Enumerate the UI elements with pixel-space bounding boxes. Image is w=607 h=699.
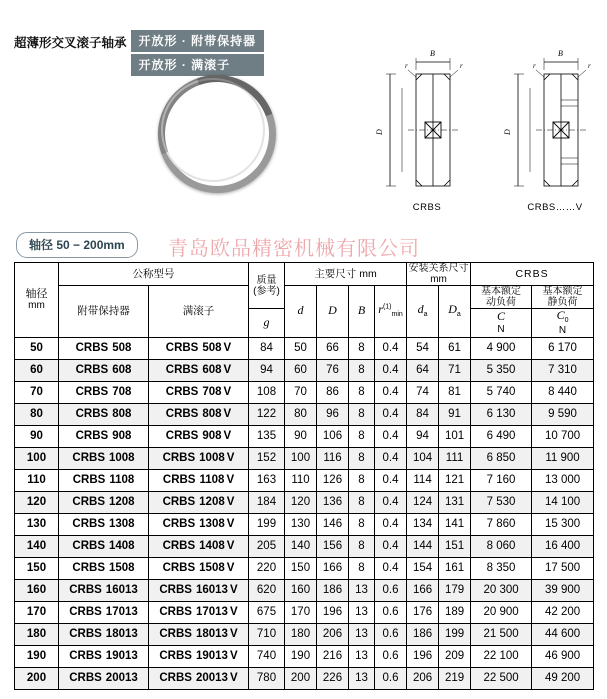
cell-da: 64 [407, 359, 439, 381]
th-static-load: 基本额定 静负荷 [532, 286, 594, 309]
bearing-ring-shading [139, 56, 296, 213]
spec-table [14, 262, 594, 690]
cell-dynamic-load: 4 900 [471, 337, 532, 359]
table-row[interactable] [15, 447, 594, 469]
cell-Da: 219 [439, 667, 471, 689]
cell-d: 150 [285, 557, 317, 579]
cell-Da: 209 [439, 645, 471, 667]
cell-da: 186 [407, 623, 439, 645]
cell-d: 120 [285, 491, 317, 513]
cell-r-min: 0.4 [375, 403, 407, 425]
drawing-crbs [372, 40, 482, 225]
cell-B: 8 [349, 337, 375, 359]
cell-da: 166 [407, 579, 439, 601]
cell-D: 126 [317, 469, 349, 491]
cell-dynamic-load: 20 300 [471, 579, 532, 601]
cell-model-full-roller: CRBS 20013 V [149, 667, 249, 689]
cell-static-load: 10 700 [532, 425, 594, 447]
cell-model-full-roller: CRBS 808 V [149, 403, 249, 425]
cell-static-load: 8 440 [532, 381, 594, 403]
svg-text:r: r [533, 62, 536, 70]
th-da [407, 286, 439, 338]
cell-da: 74 [407, 381, 439, 403]
cell-Da: 199 [439, 623, 471, 645]
cell-r-min: 0.6 [375, 579, 407, 601]
cell-model-full-roller: CRBS 508 V [149, 337, 249, 359]
cell-static-load: 17 500 [532, 557, 594, 579]
cell-static-load: 46 900 [532, 645, 594, 667]
cell-r-min: 0.4 [375, 469, 407, 491]
table-row[interactable] [15, 601, 594, 623]
th-main-dims-group: 主要尺寸 mm [285, 263, 407, 286]
bearing-photo [155, 72, 273, 188]
th-mass-unit-sym: g [263, 314, 270, 329]
cell-da: 84 [407, 403, 439, 425]
table-row[interactable] [15, 469, 594, 491]
cell-B: 8 [349, 403, 375, 425]
cell-axis: 170 [15, 601, 59, 623]
cell-static-load: 44 600 [532, 623, 594, 645]
cell-mass: 199 [249, 513, 285, 535]
page-title: 超薄形交叉滚子轴承 [14, 36, 127, 50]
cell-static-load: 13 000 [532, 469, 594, 491]
cell-B: 8 [349, 491, 375, 513]
page-header [0, 0, 607, 232]
cell-axis: 50 [15, 337, 59, 359]
th-da-sub: a [423, 311, 428, 319]
cell-d: 110 [285, 469, 317, 491]
cell-model-with-cage: CRBS 1208 [59, 491, 149, 513]
th-dynamic-load: 基本额定 动负荷 [471, 286, 532, 309]
th-with-cage: 附带保持器 [59, 286, 149, 338]
cell-d: 60 [285, 359, 317, 381]
cell-r-min: 0.4 [375, 425, 407, 447]
cell-model-with-cage: CRBS 608 [59, 359, 149, 381]
cell-D: 206 [317, 623, 349, 645]
cell-D: 86 [317, 381, 349, 403]
badge-open-with-cage: 开放形 · 附带保持器 [131, 30, 265, 52]
svg-text:r: r [588, 62, 591, 70]
cell-model-with-cage: CRBS 17013 [59, 601, 149, 623]
cell-model-with-cage: CRBS 908 [59, 425, 149, 447]
cell-model-full-roller: CRBS 1508 V [149, 557, 249, 579]
table-row[interactable] [15, 425, 594, 447]
th-r-sym: r [378, 302, 383, 317]
cell-axis: 110 [15, 469, 59, 491]
cell-D: 196 [317, 601, 349, 623]
table-row[interactable] [15, 381, 594, 403]
cell-model-with-cage: CRBS 16013 [59, 579, 149, 601]
cell-da: 54 [407, 337, 439, 359]
th-mount-dims-group: 安装关系尺寸 mm [408, 263, 469, 285]
th-r-sub: min [391, 311, 403, 319]
table-row[interactable] [15, 579, 594, 601]
cell-model-full-roller: CRBS 18013 V [149, 623, 249, 645]
cell-da: 206 [407, 667, 439, 689]
th-r-sup: (1) [382, 303, 392, 311]
cell-axis: 100 [15, 447, 59, 469]
cell-mass: 84 [249, 337, 285, 359]
shaft-diameter-range: 轴径 50 − 200mm [16, 232, 138, 258]
cell-da: 114 [407, 469, 439, 491]
cell-D: 156 [317, 535, 349, 557]
cell-static-load: 39 900 [532, 579, 594, 601]
th-B [349, 286, 375, 338]
th-C0 [532, 309, 594, 338]
th-d-sym: d [297, 303, 304, 318]
svg-text:D: D [375, 129, 384, 135]
cell-D: 216 [317, 645, 349, 667]
cell-static-load: 11 900 [532, 447, 594, 469]
cell-axis: 150 [15, 557, 59, 579]
th-Da [439, 286, 471, 338]
cell-model-with-cage: CRBS 1108 [59, 469, 149, 491]
drawing-crbs-v [500, 40, 607, 225]
cell-B: 8 [349, 513, 375, 535]
cell-dynamic-load: 22 500 [471, 667, 532, 689]
table-row[interactable] [15, 337, 594, 359]
cell-d: 100 [285, 447, 317, 469]
cell-model-with-cage: CRBS 18013 [59, 623, 149, 645]
cell-axis: 120 [15, 491, 59, 513]
table-row[interactable] [15, 535, 594, 557]
th-C0-unit: N [558, 325, 567, 337]
th-full-roller: 满滚子 [149, 286, 249, 338]
th-axis-unit: mm [28, 300, 45, 312]
table-row[interactable] [15, 557, 594, 579]
cell-r-min: 0.4 [375, 381, 407, 403]
cell-Da: 101 [439, 425, 471, 447]
cell-static-load: 9 590 [532, 403, 594, 425]
spec-table-body [15, 337, 594, 689]
cell-d: 160 [285, 579, 317, 601]
cell-r-min: 0.6 [375, 645, 407, 667]
spec-table-head [15, 263, 594, 338]
cell-dynamic-load: 5 740 [471, 381, 532, 403]
cell-mass: 205 [249, 535, 285, 557]
cell-axis: 140 [15, 535, 59, 557]
th-C0-sym: C [556, 308, 565, 322]
cell-axis: 130 [15, 513, 59, 535]
badge-open-full-roller: 开放形 · 满滚子 [131, 54, 265, 76]
cell-mass: 163 [249, 469, 285, 491]
cell-dynamic-load: 6 490 [471, 425, 532, 447]
cell-d: 190 [285, 645, 317, 667]
cell-dynamic-load: 7 860 [471, 513, 532, 535]
cell-mass: 675 [249, 601, 285, 623]
cell-axis: 70 [15, 381, 59, 403]
cell-d: 200 [285, 667, 317, 689]
cell-r-min: 0.4 [375, 337, 407, 359]
th-model-group: 公称型号 [59, 263, 249, 286]
spec-table-wrapper [14, 262, 593, 690]
th-C-unit: N [497, 323, 505, 335]
table-row[interactable] [15, 513, 594, 535]
cell-D: 186 [317, 579, 349, 601]
th-mass-group: 质量 (参考) [249, 263, 285, 309]
th-crbs-group: CRBS [471, 263, 594, 286]
svg-text:B: B [558, 49, 563, 58]
cell-B: 13 [349, 623, 375, 645]
cell-d: 90 [285, 425, 317, 447]
cell-r-min: 0.4 [375, 491, 407, 513]
cell-r-min: 0.4 [375, 513, 407, 535]
th-C [471, 309, 532, 338]
cell-dynamic-load: 22 100 [471, 645, 532, 667]
cell-axis: 60 [15, 359, 59, 381]
cell-d: 180 [285, 623, 317, 645]
cell-da: 134 [407, 513, 439, 535]
cell-B: 13 [349, 645, 375, 667]
cell-Da: 91 [439, 403, 471, 425]
cell-mass: 710 [249, 623, 285, 645]
cell-Da: 189 [439, 601, 471, 623]
cell-Da: 81 [439, 381, 471, 403]
cell-Da: 61 [439, 337, 471, 359]
cell-D: 66 [317, 337, 349, 359]
cell-model-with-cage: CRBS 20013 [59, 667, 149, 689]
cell-model-full-roller: CRBS 1108 V [149, 469, 249, 491]
cell-model-with-cage: CRBS 1408 [59, 535, 149, 557]
table-row[interactable] [15, 359, 594, 381]
title-row [14, 30, 264, 78]
cell-B: 8 [349, 381, 375, 403]
th-C0-wrap [532, 309, 593, 325]
drawing-crbs-caption: CRBS [412, 202, 442, 213]
th-da-sym: d [417, 302, 424, 317]
th-r-min [375, 286, 407, 338]
cell-static-load: 7 310 [532, 359, 594, 381]
cell-model-full-roller: CRBS 708 V [149, 381, 249, 403]
cell-D: 96 [317, 403, 349, 425]
cell-da: 104 [407, 447, 439, 469]
table-row[interactable] [15, 403, 594, 425]
cell-d: 170 [285, 601, 317, 623]
th-B-sym: B [357, 303, 366, 318]
cell-D: 226 [317, 667, 349, 689]
cell-static-load: 16 400 [532, 535, 594, 557]
th-mass-unit [249, 309, 285, 338]
cell-axis: 190 [15, 645, 59, 667]
cell-B: 8 [349, 469, 375, 491]
cell-static-load: 49 200 [532, 667, 594, 689]
cell-D: 106 [317, 425, 349, 447]
th-Da-sym: D [448, 302, 457, 317]
cell-mass: 740 [249, 645, 285, 667]
cell-model-full-roller: CRBS 17013 V [149, 601, 249, 623]
cell-model-with-cage: CRBS 19013 [59, 645, 149, 667]
cell-B: 8 [349, 359, 375, 381]
cell-da: 124 [407, 491, 439, 513]
cell-d: 130 [285, 513, 317, 535]
cell-mass: 184 [249, 491, 285, 513]
table-row[interactable] [15, 667, 594, 689]
cell-dynamic-load: 8 060 [471, 535, 532, 557]
cell-static-load: 6 170 [532, 337, 594, 359]
cell-Da: 141 [439, 513, 471, 535]
cell-B: 13 [349, 667, 375, 689]
cell-mass: 220 [249, 557, 285, 579]
cell-da: 154 [407, 557, 439, 579]
cell-B: 13 [349, 601, 375, 623]
cell-B: 8 [349, 535, 375, 557]
cell-da: 176 [407, 601, 439, 623]
cell-r-min: 0.4 [375, 535, 407, 557]
svg-text:D: D [503, 129, 512, 135]
cell-axis: 80 [15, 403, 59, 425]
cell-dynamic-load: 5 350 [471, 359, 532, 381]
cell-Da: 121 [439, 469, 471, 491]
cell-model-full-roller: CRBS 1408 V [149, 535, 249, 557]
cell-mass: 94 [249, 359, 285, 381]
cell-dynamic-load: 7 160 [471, 469, 532, 491]
cell-r-min: 0.4 [375, 557, 407, 579]
th-axis [15, 263, 59, 338]
cell-static-load: 14 100 [532, 491, 594, 513]
cell-r-min: 0.6 [375, 601, 407, 623]
table-row[interactable] [15, 623, 594, 645]
drawing-crbs-v-svg [500, 40, 607, 225]
cell-Da: 161 [439, 557, 471, 579]
cell-D: 136 [317, 491, 349, 513]
table-row[interactable] [15, 645, 594, 667]
cell-d: 50 [285, 337, 317, 359]
cell-da: 144 [407, 535, 439, 557]
cell-model-with-cage: CRBS 1008 [59, 447, 149, 469]
cell-D: 166 [317, 557, 349, 579]
cell-dynamic-load: 6 850 [471, 447, 532, 469]
cell-axis: 180 [15, 623, 59, 645]
cell-model-full-roller: CRBS 16013 V [149, 579, 249, 601]
cell-D: 76 [317, 359, 349, 381]
cell-Da: 179 [439, 579, 471, 601]
svg-text:B: B [430, 49, 435, 58]
cell-r-min: 0.6 [375, 667, 407, 689]
th-Da-sub: a [456, 311, 461, 319]
svg-text:r: r [405, 62, 408, 70]
cell-model-with-cage: CRBS 1308 [59, 513, 149, 535]
cell-static-load: 42 200 [532, 601, 594, 623]
cell-model-full-roller: CRBS 1008 V [149, 447, 249, 469]
cell-D: 116 [317, 447, 349, 469]
th-C-sym: C [497, 309, 506, 324]
svg-text:r: r [460, 62, 463, 70]
cell-B: 8 [349, 425, 375, 447]
cell-dynamic-load: 6 130 [471, 403, 532, 425]
cell-r-min: 0.4 [375, 447, 407, 469]
cell-mass: 122 [249, 403, 285, 425]
cell-da: 196 [407, 645, 439, 667]
cell-model-full-roller: CRBS 1308 V [149, 513, 249, 535]
cell-da: 94 [407, 425, 439, 447]
cell-Da: 111 [439, 447, 471, 469]
cell-model-with-cage: CRBS 1508 [59, 557, 149, 579]
cell-axis: 90 [15, 425, 59, 447]
cell-B: 8 [349, 557, 375, 579]
cell-model-with-cage: CRBS 508 [59, 337, 149, 359]
cell-D: 146 [317, 513, 349, 535]
cell-mass: 780 [249, 667, 285, 689]
watermark-text: 青岛欧品精密机械有限公司 [168, 238, 420, 260]
cell-model-with-cage: CRBS 708 [59, 381, 149, 403]
cell-Da: 131 [439, 491, 471, 513]
cell-dynamic-load: 8 350 [471, 557, 532, 579]
cell-axis: 160 [15, 579, 59, 601]
cell-r-min: 0.4 [375, 359, 407, 381]
table-row[interactable] [15, 491, 594, 513]
cell-B: 8 [349, 447, 375, 469]
th-d [285, 286, 317, 338]
cell-mass: 152 [249, 447, 285, 469]
drawing-crbs-svg [372, 40, 482, 225]
cell-dynamic-load: 7 530 [471, 491, 532, 513]
cell-model-full-roller: CRBS 608 V [149, 359, 249, 381]
cell-model-full-roller: CRBS 19013 V [149, 645, 249, 667]
cell-model-full-roller: CRBS 908 V [149, 425, 249, 447]
th-C0-sub: 0 [564, 317, 569, 325]
cell-d: 80 [285, 403, 317, 425]
cell-d: 70 [285, 381, 317, 403]
cell-axis: 200 [15, 667, 59, 689]
cell-Da: 71 [439, 359, 471, 381]
cell-mass: 108 [249, 381, 285, 403]
cell-model-full-roller: CRBS 1208 V [149, 491, 249, 513]
cell-static-load: 15 300 [532, 513, 594, 535]
title-badges [131, 30, 265, 78]
th-D-sym: D [328, 303, 337, 318]
th-axis-label: 轴径 [25, 287, 48, 300]
cell-mass: 135 [249, 425, 285, 447]
cell-B: 13 [349, 579, 375, 601]
cell-model-with-cage: CRBS 808 [59, 403, 149, 425]
cell-mass: 620 [249, 579, 285, 601]
drawing-crbs-v-caption: CRBS……V [527, 202, 583, 213]
cell-r-min: 0.6 [375, 623, 407, 645]
cell-d: 140 [285, 535, 317, 557]
cell-dynamic-load: 20 900 [471, 601, 532, 623]
th-D [317, 286, 349, 338]
cell-dynamic-load: 21 500 [471, 623, 532, 645]
cell-Da: 151 [439, 535, 471, 557]
